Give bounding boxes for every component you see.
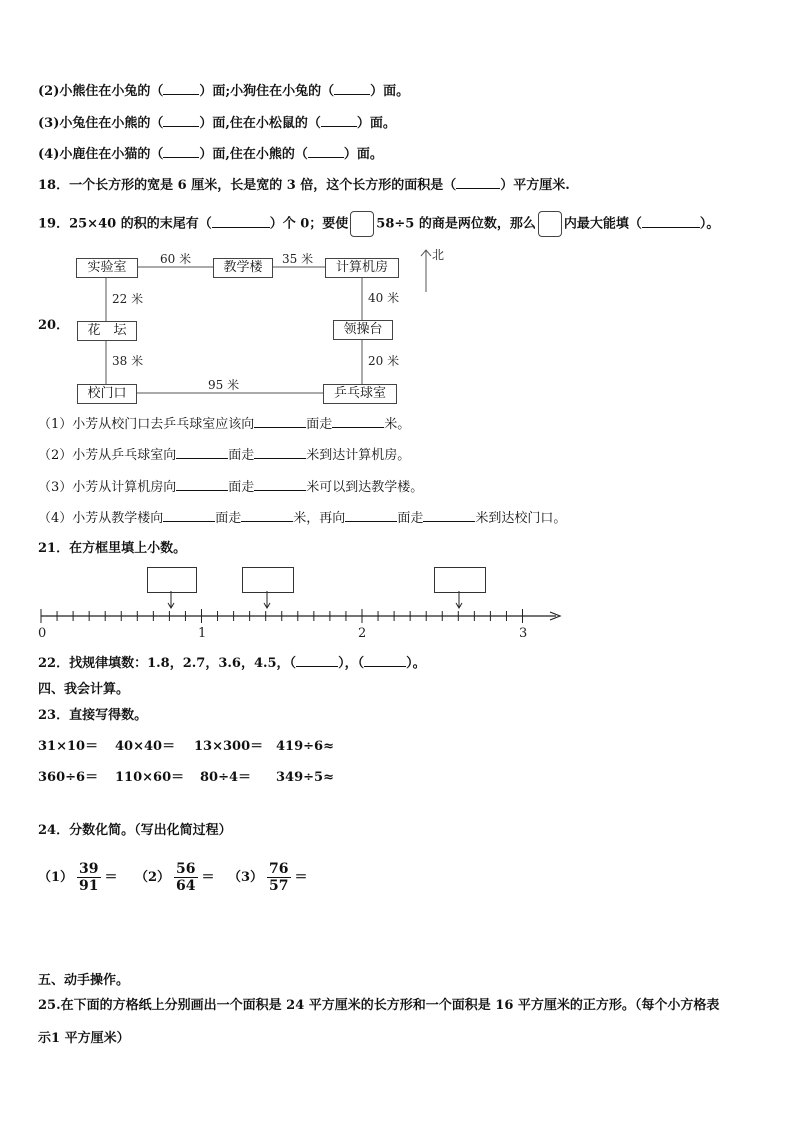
question-22: 22．找规律填数：1.8，2.7，3.6，4.5，（ ），（ ）。: [38, 656, 426, 671]
answer-blank[interactable]: [254, 415, 306, 428]
place-computer-room: 计算机房: [325, 258, 399, 278]
question-19: 19．25×40 的积的末尾有（ ）个 0；要使 58÷5 的商是两位数，那么 内最大能填（ ）。: [38, 211, 719, 237]
answer-blank[interactable]: [254, 446, 306, 459]
question-25-line-2: 示1 平方厘米）: [38, 1031, 130, 1046]
fill-box[interactable]: [242, 567, 294, 593]
q17-line-4: (4)小鹿住在小猫的（ ）面,住在小熊的（ ）面。: [38, 147, 383, 162]
answer-blank[interactable]: [364, 654, 406, 667]
fraction-item: （1） $\frac{39}{91}$ ＝: [38, 861, 118, 894]
calc-item: 349÷5≈: [276, 770, 334, 785]
answer-blank[interactable]: [176, 446, 228, 459]
answer-blank[interactable]: [296, 654, 338, 667]
answer-blank[interactable]: [163, 509, 215, 522]
calc-item: 360÷6＝: [38, 770, 99, 785]
axis-label: 1: [198, 626, 207, 641]
place-garden: 花 坛: [77, 321, 137, 341]
answer-blank[interactable]: [345, 509, 397, 522]
distance-label: 40 米: [368, 291, 400, 305]
calc-item: 13×300＝: [194, 739, 264, 754]
fill-box[interactable]: [147, 567, 197, 593]
q17-line-2: (2)小熊住在小兔的（ ）面;小狗住在小兔的（ ）面。: [38, 84, 410, 99]
distance-label: 20 米: [368, 354, 400, 368]
q20-sub-3: （3）小芳从计算机房向 面走 米可以到达教学楼。: [38, 480, 424, 495]
place-school-gate: 校门口: [77, 384, 137, 404]
answer-blank[interactable]: [176, 478, 228, 491]
fraction: $\frac{56}{64}$: [176, 861, 196, 894]
north-label: 北: [432, 248, 445, 262]
axis-label: 0: [38, 626, 47, 641]
place-lab: 实验室: [76, 258, 138, 278]
fraction-item: （2） $\frac{56}{64}$ ＝: [135, 861, 215, 894]
fraction: $\frac{76}{57}$: [269, 861, 289, 894]
calc-item: 110×60＝: [115, 770, 185, 785]
fraction: $\frac{39}{91}$: [79, 861, 99, 894]
distance-label: 35 米: [282, 252, 314, 266]
distance-label: 95 米: [208, 378, 240, 392]
q17-line-3: (3)小兔住在小熊的（ ）面,住在小松鼠的（ ）面。: [38, 116, 396, 131]
distance-label: 38 米: [112, 354, 144, 368]
question-20-number: 20．: [38, 318, 70, 333]
calc-item: 31×10＝: [38, 739, 99, 754]
distance-label: 60 米: [160, 252, 192, 266]
calc-item: 40×40＝: [115, 739, 176, 754]
axis-label: 3: [519, 626, 528, 641]
fraction-item: （3） $\frac{76}{57}$ ＝: [228, 861, 308, 894]
fill-box[interactable]: [434, 567, 486, 593]
question-21: 21．在方框里填上小数。: [38, 541, 187, 556]
answer-blank[interactable]: [254, 478, 306, 491]
calc-item: 80÷4＝: [200, 770, 252, 785]
answer-blank[interactable]: [241, 509, 293, 522]
answer-blank[interactable]: [423, 509, 475, 522]
question-23: 23．直接写得数。: [38, 708, 148, 723]
place-pingpong-room: 乒乓球室: [323, 384, 397, 404]
section-5-heading: 五、动手操作。: [38, 973, 130, 988]
number-line-ticks: [0, 560, 794, 650]
calc-item: 419÷6≈: [276, 739, 334, 754]
section-4-heading: 四、我会计算。: [38, 682, 130, 697]
q20-sub-1: （1）小芳从校门口去乒乓球室应该向 面走 米。: [38, 417, 411, 432]
distance-label: 22 米: [112, 292, 144, 306]
place-teaching-building: 教学楼: [213, 258, 273, 278]
question-18: 18．一个长方形的宽是 6 厘米，长是宽的 3 倍，这个长方形的面积是（ ）平方厘米.: [38, 178, 570, 193]
q20-sub-2: （2）小芳从乒乓球室向 面走 米到达计算机房。: [38, 448, 411, 463]
axis-label: 2: [358, 626, 367, 641]
q20-sub-4: （4）小芳从教学楼向 面走 米，再向 面走 米到达校门口。: [38, 511, 567, 526]
answer-blank[interactable]: [332, 415, 384, 428]
question-25-line-1: 25.在下面的方格纸上分别画出一个面积是 24 平方厘米的长方形和一个面积是 16 平方厘米的正方形。（每个小方格表: [38, 998, 720, 1013]
question-24: 24．分数化简。（写出化简过程）: [38, 823, 232, 838]
place-stage: 领操台: [333, 320, 393, 340]
